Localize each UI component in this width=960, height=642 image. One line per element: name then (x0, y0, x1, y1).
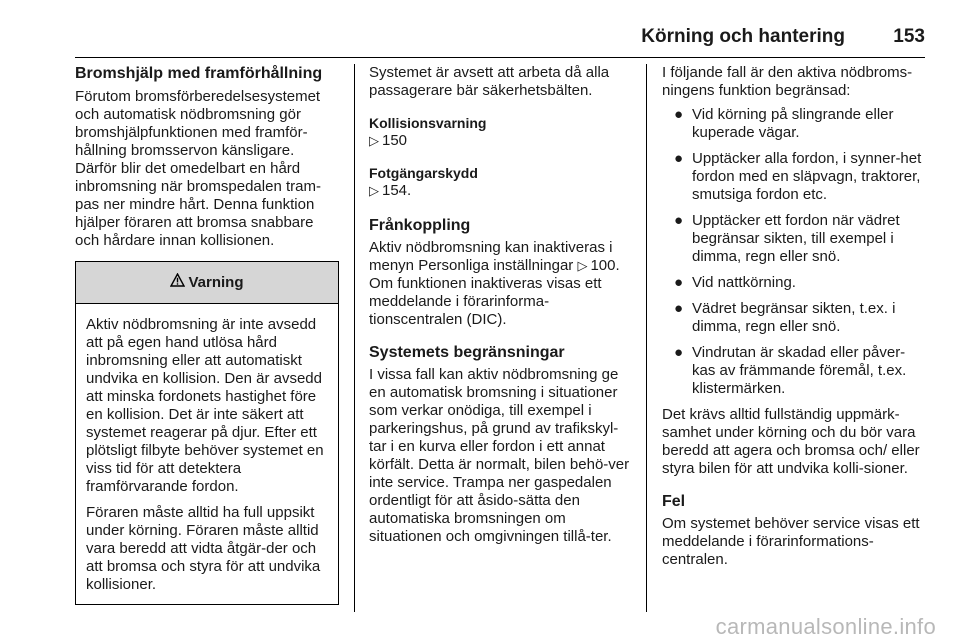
list-item: ● Upptäcker ett fordon när vädret begränsar sikten, till exempel i dimma, regn eller snö. (674, 212, 900, 265)
list-item: ● Vindrutan är skadad eller påver-kas av främmande föremål, t.ex. klistermärken. (674, 344, 907, 397)
warning-paragraph: Föraren måste alltid ha full uppsikt under körning. Föraren måste alltid vara beredd att vidta åtgär-der och att bromsa och styra för att undvika kollisioner. (86, 504, 321, 593)
list-item: ● Vädret begränsar sikten, t.ex. i dimma, regn eller snö. (674, 300, 896, 335)
section-heading: Bromshjälp med framförhållning (75, 65, 323, 82)
page-number: 153 (893, 26, 925, 47)
attention-paragraph: Det krävs alltid fullständig uppmärk-samhet under körning och du bör vara beredd att agera och bromsa och/ eller styra bilen för att undvika kolli-sioner. (662, 406, 920, 477)
warning-header (76, 262, 338, 304)
bullet-icon: ● (674, 106, 684, 123)
page-ref-arrow-icon: ▷ (577, 258, 588, 273)
fault-heading: Fel (662, 493, 686, 510)
section-title: Körning och hantering (641, 26, 845, 47)
column-divider (354, 64, 355, 612)
list-item: ● Vid körning på slingrande eller kuperade vägar. (674, 106, 894, 141)
body-paragraph: Förutom bromsförberedelsesystemet och automatisk nödbromsning gör bromshjälpfunktionen med framför-hållning bromsservon känsligare. Därför blir det omedelbart en hård inbromsning när bromspedalen tram-pas ner mindre hårt. Denna funktion hjälper föraren att bromsa snabbare och hårdare innan kollisionen. (75, 88, 321, 249)
bullet-icon: ● (674, 212, 684, 229)
warning-paragraph: Aktiv nödbromsning är inte avsedd att på egen hand utlösa hård inbromsning eller att automatiskt undvika en kollision. Den är avsedd att minska fordonets hastighet före en kollision. Det är inte säkert att systemet reagerar på djur. Efter ett plötsligt filbyte behöver systemet en viss tid för att detektera framförvarande fordon. (86, 316, 324, 495)
warning-title: Varning (188, 273, 244, 291)
page-header (75, 0, 925, 58)
intro-paragraph: Systemet är avsett att arbeta då alla passagerare bär säkerhetsbälten. (369, 64, 610, 99)
disconnect-heading: Frånkoppling (369, 217, 471, 234)
page-ref-arrow-icon: ▷ (369, 183, 379, 198)
warning-box (75, 261, 339, 605)
pedestrian-reference (369, 182, 631, 200)
disconnect-ref-page[interactable]: 100 (590, 257, 616, 274)
disconnect-text: Aktiv nödbromsning kan inaktiveras i menyn Personliga inställningar (369, 239, 613, 274)
column-1 (75, 64, 339, 605)
bullet-icon: ● (674, 274, 684, 291)
limits-heading: Systemets begränsningar (369, 344, 565, 361)
bullet-icon: ● (674, 344, 684, 361)
fault-paragraph: Om systemet behöver service visas ett meddelande i förarinformations-centralen. (662, 515, 920, 568)
warning-triangle-icon (170, 273, 185, 292)
limits-paragraph: I vissa fall kan aktiv nödbromsning ge en automatisk bromsning i situationer som verkar onödiga, till exempel i parkeringshus, på grund av trafikskyl-tar i en kurva eller fordon i ett annat körfält. Detta är normalt, bilen behö-ver inte service. Trampa ner gaspedalen ordentligt för att åsido-sätta den automatiska bromsningen om situationen och omgivningen tillå-ter. (369, 366, 630, 545)
column-divider (646, 64, 647, 612)
warning-body (76, 304, 338, 604)
list-item: ● Vid nattkörning. (674, 274, 796, 291)
list-item: ● Upptäcker alla fordon, i synner-het fordon med en släpvagn, traktorer, smutsiga fordon etc. (674, 150, 922, 203)
page-ref-arrow-icon: ▷ (369, 133, 379, 148)
collision-ref-page[interactable]: 150 (382, 132, 408, 149)
pedestrian-ref-page[interactable]: 154. (382, 182, 412, 199)
disconnect-paragraph (369, 239, 631, 329)
bullet-icon: ● (674, 300, 684, 317)
column-3 (662, 64, 925, 569)
collision-heading: Kollisionsvarning (369, 115, 487, 131)
disconnect-text-continued: . Om funktionen inaktiveras visas ett meddelande i förarinforma-tionscentralen (DIC). (369, 257, 620, 328)
collision-reference (369, 132, 631, 150)
column-2 (369, 64, 631, 546)
limitations-list (662, 106, 925, 398)
watermark: carmanualsonline.info (715, 614, 936, 639)
intro-paragraph: I följande fall är den aktiva nödbroms-ningens funktion begränsad: (662, 64, 913, 99)
pedestrian-heading: Fotgängarskydd (369, 165, 478, 181)
bullet-icon: ● (674, 150, 684, 167)
